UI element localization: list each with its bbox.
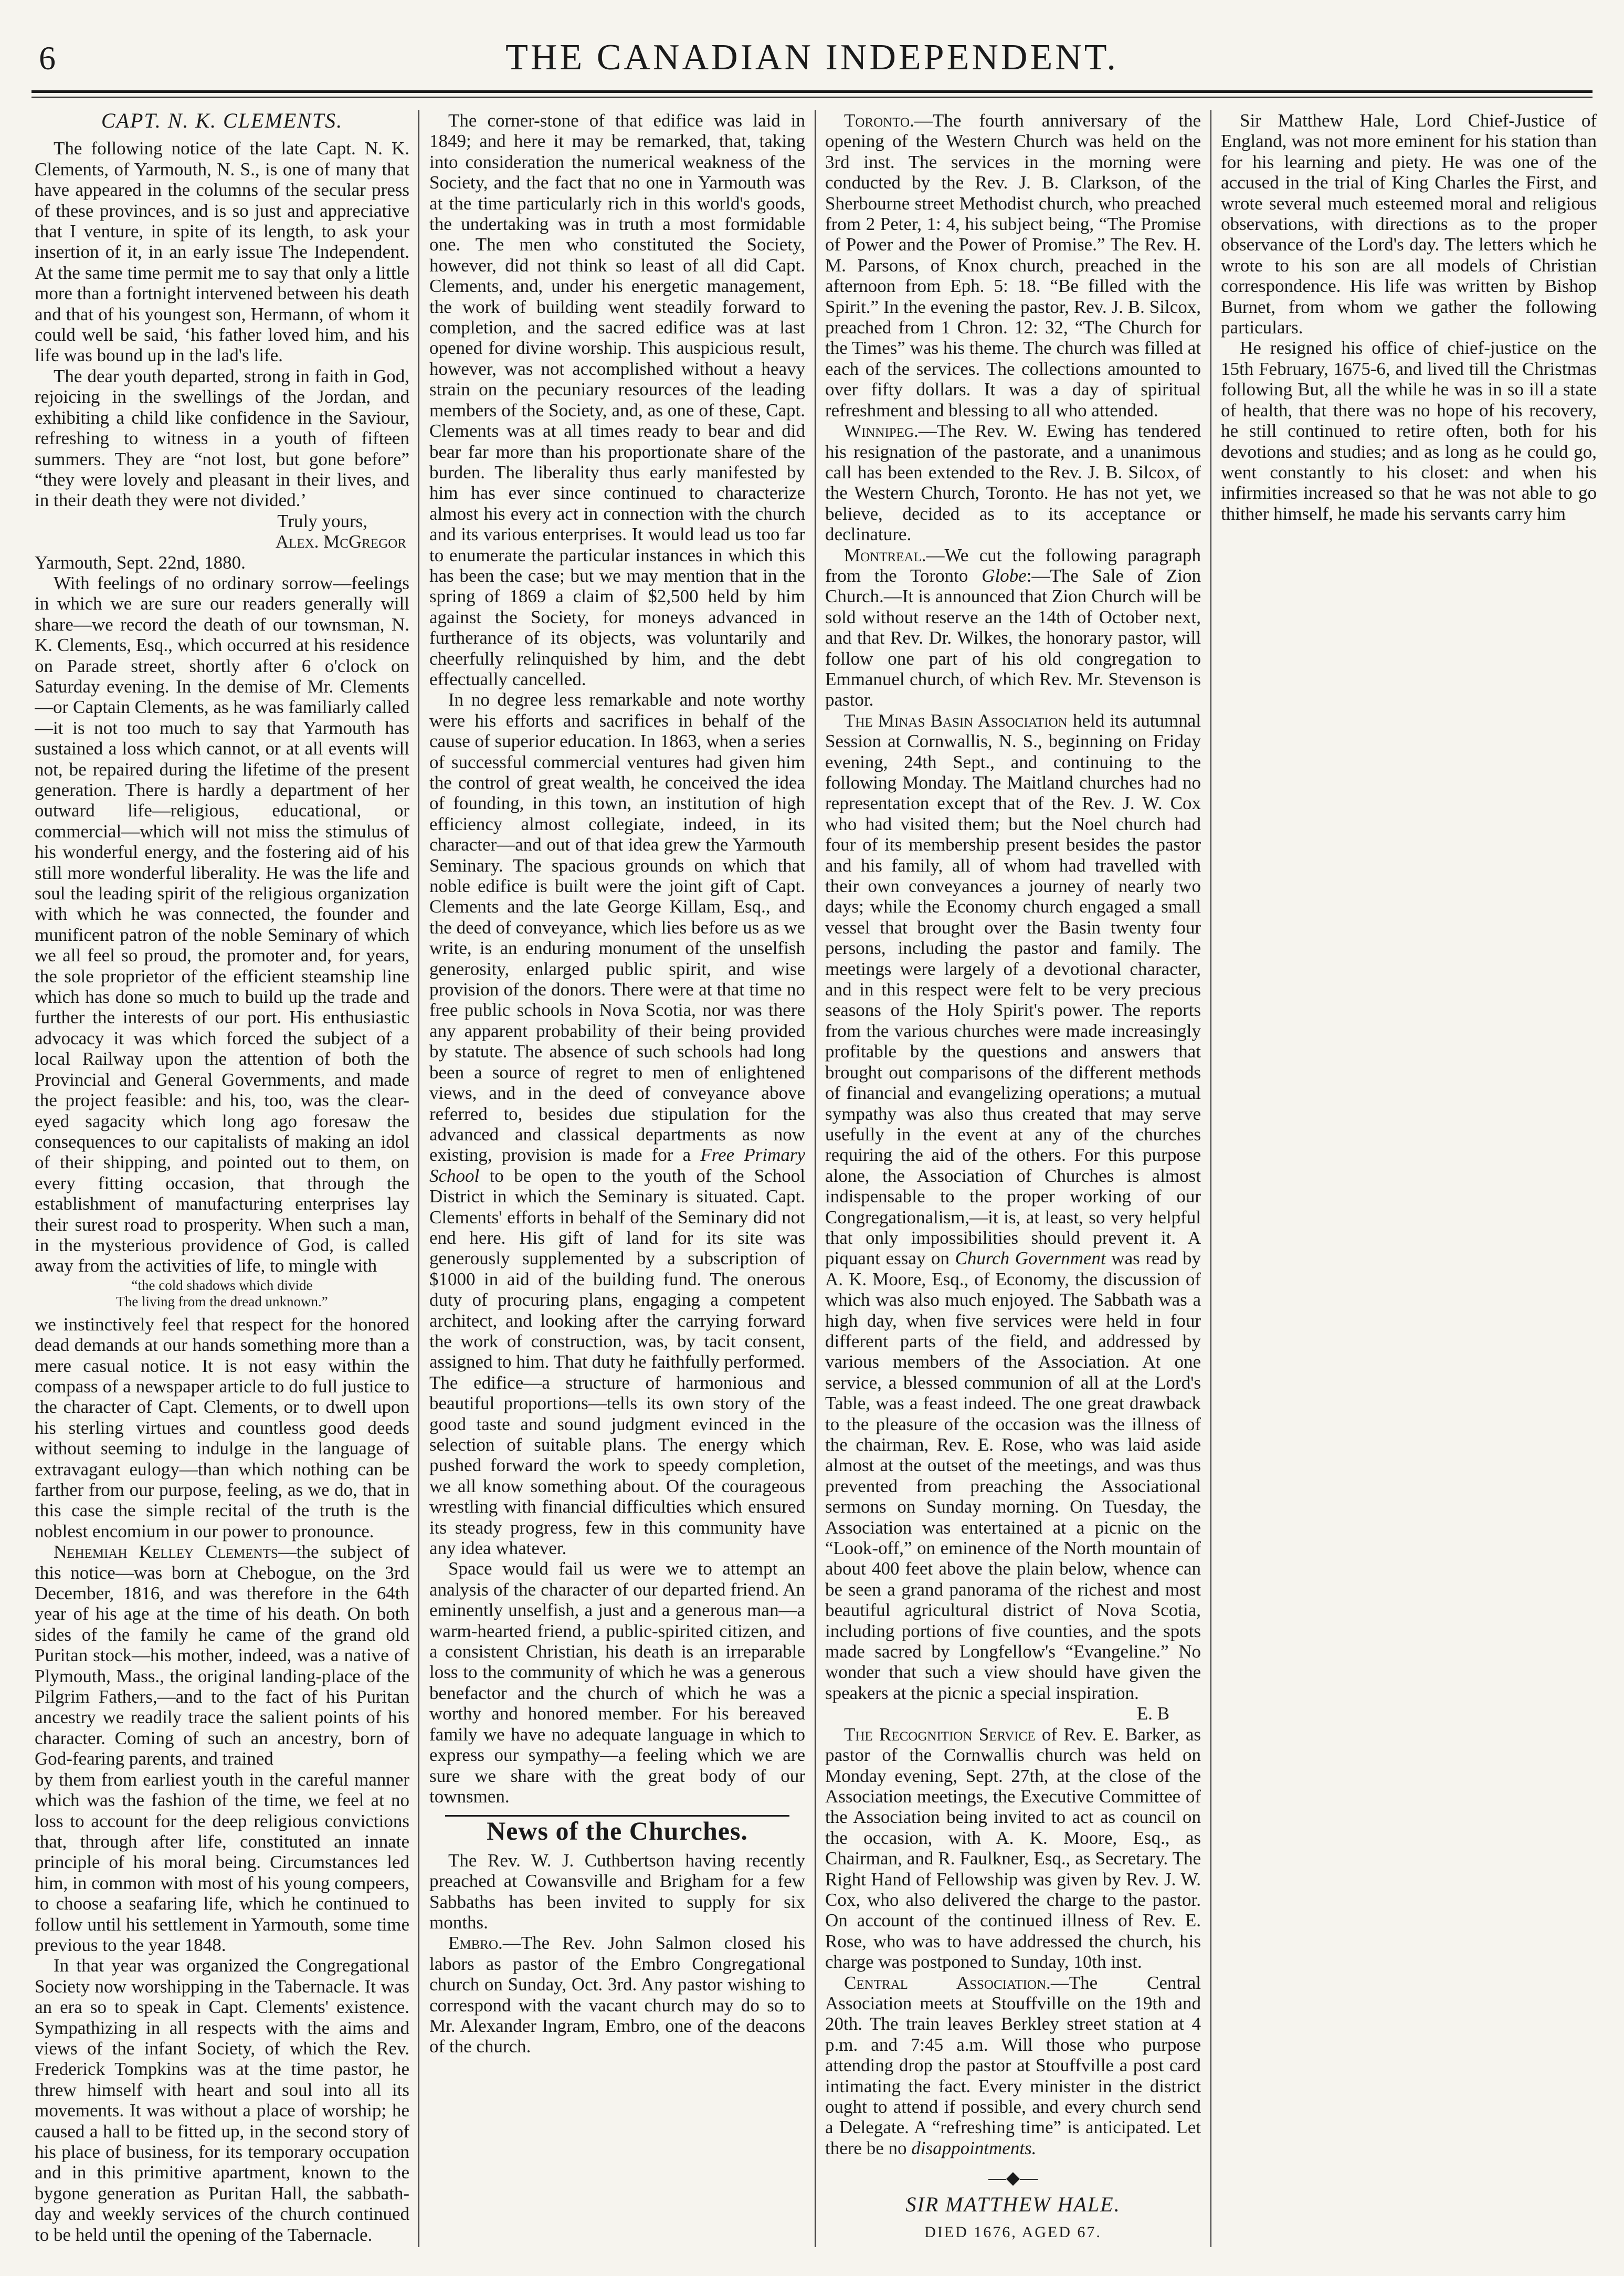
- news-text: —The Central Association meets at Stouffville on the 19th and 20th. The train leaves Berkley street station at 4 p.m. and 7:45 a.m. Will those who purpose attending drop the pastor at Stouffville a post card intimating the fact. Every minister in the district ought to attend if possible, and every church send a Delegate. A “refreshing time” is anticipated. Let there be no: [825, 1972, 1201, 2158]
- news-text: was read by A. K. Moore, Esq., of Economy, the discussion of which was also much enjoyed. The Sabbath was a high day, when five services were held in four different parts of the field, and addressed by various members of the Association. At one service, a blessed communion of all at the Lord's Table, was a feast indeed. The one great drawback to the pleasure of the occasion was the illness of the chairman, Rev. E. Rose, who was laid aside almost at the outset of the meetings, and was thus prevented from preaching the Associational sermons on Sunday morning. On Tuesday, the Association was entertained at a picnic on the “Look-off,” on eminence of the North mountain of about 400 feet above the plain below, whence can be seen a grand panorama of the richest and most beautiful agricultural district of Nova Scotia, including portions of five counties, and the spots made sacred by Longfellow's “Evangeline.” No wonder that such a view should have given the speakers at the picnic a special inspiration.: [825, 1248, 1201, 1703]
- clements-heading: CAPT. N. K. CLEMENTS.: [101, 110, 343, 132]
- newspaper-title: THE CANADIAN INDEPENDENT.: [505, 37, 1119, 78]
- paragraph: by them from earliest youth in the careful manner which was the fashion of the time, we feel at no loss to account for the deep religious convictions that, through after life, constituted an innate principle of his moral being. Circumstances led him, in common with most of his young compeers, to choose a seafaring life, which he continued to follow until his settlement in Yarmouth, some time previous to the year 1848.: [35, 1769, 409, 1955]
- paragraph: Sir Matthew Hale, Lord Chief-Justice of England, was not more eminent for his station than for his learning and piety. He was one of the accused in the trial of King Charles the First, and wrote several much esteemed moral and religious observations, with directions as to the proper observance of the Lord's day. The letters which he wrote to his son are all models of Christian correspondence. His life was written by Bishop Burnet, from whom we gather the following particulars.: [1221, 110, 1597, 338]
- italic-text: Free Primary School: [429, 1145, 805, 1186]
- letter-dateline: Yarmouth, Sept. 22nd, 1880.: [35, 552, 246, 573]
- news-text: —We cut the following paragraph from the Toronto: [825, 544, 1201, 586]
- news-text: of Rev. E. Barker, as pastor of the Cornwallis church was held on Monday evening, Sept. 27th, at the close of the Association meetings, the Executive Committee of the Association being invited to act as council on the occasion, with A. K. Moore, Esq., as Chairman, and R. Faulkner, Esq., as Secretary. The Right Hand of Fellowship was given by Rev. J. W. Cox, who also delivered the charge to the pastor. On account of the continued illness of Rev. E. Rose, who was to have addressed the church, his charge was postponed to Sunday, 10th inst.: [825, 1724, 1201, 1973]
- italic-text: Globe: [982, 565, 1027, 586]
- news-item: The Rev. W. J. Cuthbertson having recently preached at Cowansville and Brigham for a few Sabbaths has been invited to supply for six months.: [429, 1850, 805, 1933]
- paragraph: With feelings of no ordinary sorrow—feelings in which we are sure our readers generally will share—we record the death of our townsman, N. K. Clements, Esq., which occurred at his residence on Parade street, shortly after 6 o'clock on Saturday evening. In the demise of Mr. Clements—or Captain Clements, as he was familiarly called—it is not too much to say that Yarmouth has sustained a loss which cannot, or at all events will not, be repaired during the lifetime of the present generation. There is hardly a department of her outward life—religious, educational, or commercial—which will not miss the stimulus of his wonderful energy, and the fostering aid of his still more wonderful liberality. He was the life and soul the leading spirit of the religious organization with which he was connected, the founder and munificent patron of the noble Seminary of which we all feel so proud, the promoter and, for years, the sole proprietor of the efficient steamship line which has done so much to build up the trade and further the interests of our port. His enthusiastic advocacy it was which forced the subject of a local Railway upon the attention of both the Provincial and General Governments, and made the project feasible: and his, too, was the clear-eyed sagacity which long ago foresaw the consequences to our capitalists of making an idol of their shipping, and pointed out to them, on every fitting occasion, that through the establishment of manufacturing enterprises lay their surest road to prosperity. When such a man, in the mysterious providence of God, is called away from the activities of life, to mingle with: [35, 572, 409, 1276]
- paragraph: we instinctively feel that respect for the honored dead demands at our hands something more than a mere casual notice. It is not easy within the compass of a newspaper article to do full justice to the character of Capt. Clements, or to dwell upon his sterling virtues and countless good deeds without seeming to indulge in the language of extravagant eulogy—than which nothing can be farther from our purpose, feeling, as we do, that in this case the simple recital of the truth is the noblest encomium in our power to pronounce.: [35, 1314, 409, 1541]
- letter-signature: Alex. McGregor: [275, 531, 406, 552]
- italic-text: Church Government: [955, 1248, 1106, 1269]
- paragraph: The following notice of the late Capt. N. K. Clements, of Yarmouth, N. S., is one of many that have appeared in the columns of the secular press of these provinces, and is so just and appreciative that I venture, in spite of its length, to ask your insertion of it, in an early issue The Independent. At the same time permit me to say that only a little more than a fortnight intervened between his death and that of his youngest son, Hermann, of whom it could well be said, ‘his father loved him, and his life was bound up in the lad's life.: [35, 138, 409, 366]
- news-text: held its autumnal Session at Cornwallis, N. S., beginning on Friday evening, 24th Sept., and continuing to the following Monday. The Maitland churches had no representation except that of the Rev. J. W. Cox who had visited them; but the Noel church had four of its membership present besides the pastor and his family, all of whom had travelled with their own conveyances a journey of nearly two days; while the Economy church engaged a small vessel that brought over the Basin twenty four persons, including the pastor and family. The meetings were largely of a devotional character, and in this respect were felt to be very precious seasons of the Holy Spirit's power. The reports from the various churches were made increasingly profitable by the questions and answers that brought out comparisons of the different methods of financial and evangelizing operations; a mutual sympathy was also thus created that may serve usefully in the event at any of the churches requiring the aid of the others. For this purpose alone, the Association of Churches is almost indispensable to the proper working of our Congregationalism,—it is, at least, so very helpful that only impossibilities should prevent it. A piquant essay on: [825, 710, 1201, 1269]
- column-divider: [815, 110, 816, 2247]
- header-rule-thin: [31, 97, 1593, 98]
- news-place: Central Association.: [844, 1972, 1051, 1993]
- column-divider: [1210, 110, 1211, 2247]
- hale-subheading: DIED 1676, AGED 67.: [924, 2223, 1102, 2241]
- header-rule-thick: [31, 90, 1593, 93]
- paragraph: [429, 689, 805, 1558]
- news-place: Montreal.: [844, 544, 926, 565]
- article-column-2: [429, 110, 805, 2252]
- news-signature: E. B: [1136, 1703, 1169, 1724]
- news-item: [825, 110, 1201, 421]
- news-place: Toronto.: [844, 110, 914, 131]
- news-item: [825, 1973, 1201, 2159]
- hale-heading: SIR MATTHEW HALE.: [905, 2192, 1121, 2216]
- article-column-3: [825, 110, 1201, 2252]
- article-column-4: [1221, 110, 1597, 2252]
- verse-line: “the cold shadows which divide: [131, 1277, 313, 1293]
- page-number: 6: [39, 39, 56, 77]
- news-item: [825, 1724, 1201, 1973]
- letter-closing: Truly yours,: [277, 510, 367, 531]
- paragraph: Space would fail us were we to attempt an analysis of the character of our departed friend. An eminently unselfish, a just and a generous man—a warm-hearted friend, a public-spirited citizen, and a consistent Christian, his death is an irreparable loss to the community of which he was a generous benefactor and the church of which he was a worthy and honored member. For his bereaved family we have no adequate language in which to express our sympathy—a feeling which we are sure we share with the great body of our townsmen.: [429, 1558, 805, 1807]
- news-item: [825, 421, 1201, 544]
- news-place: The Recognition Service: [844, 1724, 1036, 1745]
- news-text: —The Rev. W. Ewing has tendered his resignation of the pastorate, and a unanimous call has been extended to the Rev. J. B. Silcox, of the Western Church, Toronto. He has not yet, we believe, decided as to its acceptance or declinature.: [825, 421, 1201, 545]
- column-divider: [418, 110, 419, 2247]
- news-place: The Minas Basin Association: [844, 710, 1068, 731]
- quoted-verse: [35, 1277, 409, 1310]
- news-item: [825, 545, 1201, 710]
- article-column-1: [35, 110, 409, 2252]
- paragraph: The corner-stone of that edifice was laid in 1849; and here it may be remarked, that, taking into consideration the numerical weakness of the Society, and the fact that no one in Yarmouth was at the time particularly rich in this world's goods, the undertaking was in truth a most formidable one. The men who constituted the Society, however, did not think so least of all did Capt. Clements, and, under his energetic management, the work of building went steadily forward to completion, and the sacred edifice was at last opened for divine worship. This auspicious result, however, was not accomplished without a heavy strain on the pecuniary resources of the leading members of the Society, and, as one of these, Capt. Clements was at all times ready to bear and did bear far more than his proportionate share of the burden. The liberality thus early manifested by him has ever since continued to characterize almost his every act in connection with the church and its various enterprises. It would lead us too far to enumerate the particular instances in which this has been the case; but we may mention that in the spring of 1869 a claim of $2,500 held by him against the Society, for moneys advanced in furtherance of its objects, was voluntarily and cheerfully relinquished by him, and the debt effectually cancelled.: [429, 110, 805, 689]
- ornament-divider: —◆—: [988, 2168, 1038, 2188]
- verse-line: The living from the dread unknown.”: [116, 1293, 328, 1309]
- subject-name: Nehemiah Kelley Clements: [54, 1541, 278, 1562]
- paragraph-text: —the subject of this notice—was born at Chebogue, on the 3rd December, 1816, and was therefore in the 64th year of his age at the time of his death. On both sides of the family he came of the grand old Puritan stock—his mother, indeed, was a native of Plymouth, Mass., the original landing-place of the Pilgrim Fathers,—and to the fact of his Puritan ancestry we readily trace the salient points of his character. Coming of such an ancestry, born of God-fearing parents, and trained: [35, 1541, 409, 1769]
- paragraph-text: In no degree less remarkable and note worthy were his efforts and sacrifices in behalf of the cause of superior education. In 1863, when a series of successful commercial ventures had given him the control of great wealth, he conceived the idea of founding, in this town, an institution of high efficiency almost collegiate, indeed, in its character—and out of that idea grew the Yarmouth Seminary. The spacious grounds on which that noble edifice is built were the joint gift of Capt. Clements and the late George Killam, Esq., and the deed of conveyance, which lies before us as we write, is an enduring monument of the unselfish generosity, enlarged public spirit, and wise provision of the donors. There were at that time no free public schools in Nova Scotia, nor was there any apparent probability of their being provided by statute. The absence of such schools had long been a source of regret to men of enlightened views, and in the deed of conveyance above referred to, besides due stipulation for the advanced and classical departments as now existing, provision is made for a: [429, 689, 805, 1166]
- news-item: [825, 710, 1201, 1704]
- news-place: Winnipeg.: [844, 421, 919, 442]
- news-text: :—The Sale of Zion Church.—It is announced that Zion Church will be sold without reserve an the 14th of October next, and that Rev. Dr. Wilkes, the honorary pastor, will follow one part of his old congregation to Emmanuel church, of which Rev. Mr. Stevenson is pastor.: [825, 565, 1201, 710]
- paragraph-text: to be open to the youth of the School District in which the Seminary is situated. Capt. Clements' efforts in behalf of the Seminary did not end here. His gift of land for its site was generously supplemented by a subscription of $1000 in aid of the building fund. The onerous duty of procuring plans, engaging a competent architect, and looking after the carrying forward the work of construction, was, by tacit consent, assigned to him. That duty he faithfully performed. The edifice—a structure of harmonious and beautiful proportions—tells its own story of the good taste and sound judgment evinced in the selection of suitable plans. The energy which pushed forward the work to speedy completion, we all know something about. Of the courageous wrestling with financial difficulties which ensured its steady progress, few in this community have any idea whatever.: [429, 1165, 805, 1559]
- news-text: —The Rev. John Salmon closed his labors as pastor of the Embro Congregational church on Sunday, Oct. 3rd. Any pastor wishing to correspond with the vacant church may do so to Mr. Alexander Ingram, Embro, one of the deacons of the church.: [429, 1933, 805, 2057]
- news-place: Embro.: [448, 1933, 503, 1954]
- paragraph: [35, 1541, 409, 1769]
- paragraph: He resigned his office of chief-justice on the 15th February, 1675-6, and lived till the Christmas following But, all the while he was in so ill a state of health, that there was no hope of his recovery, he still continued to retire often, both for his devotions and studies; and as long as he could go, went constantly to his closet: and when his infirmities increased so that he was not able to go thither himself, he made his servants carry him: [1221, 338, 1597, 524]
- news-item: [429, 1933, 805, 2057]
- news-heading: News of the Churches.: [487, 1816, 748, 1846]
- paragraph: In that year was organized the Congregational Society now worshipping in the Tabernacle. It was an era so to speak in Capt. Clements' existence. Sympathizing in all respects with the aims and views of the infant Society, of which the Rev. Frederick Tompkins was at the time pastor, he threw himself with heart and soul into all its movements. It was without a place of worship; he caused a hall to be fitted up, in the second story of his place of business, for its temporary occupation and in this primitive apartment, known to the bygone generation as Puritan Hall, the sabbath-day and weekly services of the church continued to be held until the opening of the Tabernacle.: [35, 1955, 409, 2245]
- italic-text: disappointments.: [911, 2137, 1037, 2158]
- paragraph: The dear youth departed, strong in faith in God, rejoicing in the swellings of the Jordan, and exhibiting a child like confidence in the Saviour, refreshing to witness in a youth of fifteen summers. They are “not lost, but gone before” “they were lovely and pleasant in their lives, and in their death they were not divided.’: [35, 365, 409, 511]
- masthead: [31, 32, 1593, 100]
- news-text: —The fourth anniversary of the opening of the Western Church was held on the 3rd inst. The services in the morning were conducted by the Rev. J. B. Clarkson, of the Sherbourne street Methodist church, who preached from 2 Peter, 1: 4, his subject being, “The Promise of Power and the Power of Promise.” The Rev. H. M. Parsons, of Knox church, preached in the afternoon from Eph. 5: 18. “Be filled with the Spirit.” In the evening the pastor, Rev. J. B. Silcox, preached from 1 Chron. 12: 32, “The Church for the Times” was his theme. The church was filled at each of the services. The collections amounted to over fifty dollars. It was a day of spiritual refreshment and blessing to all who attended.: [825, 110, 1201, 421]
